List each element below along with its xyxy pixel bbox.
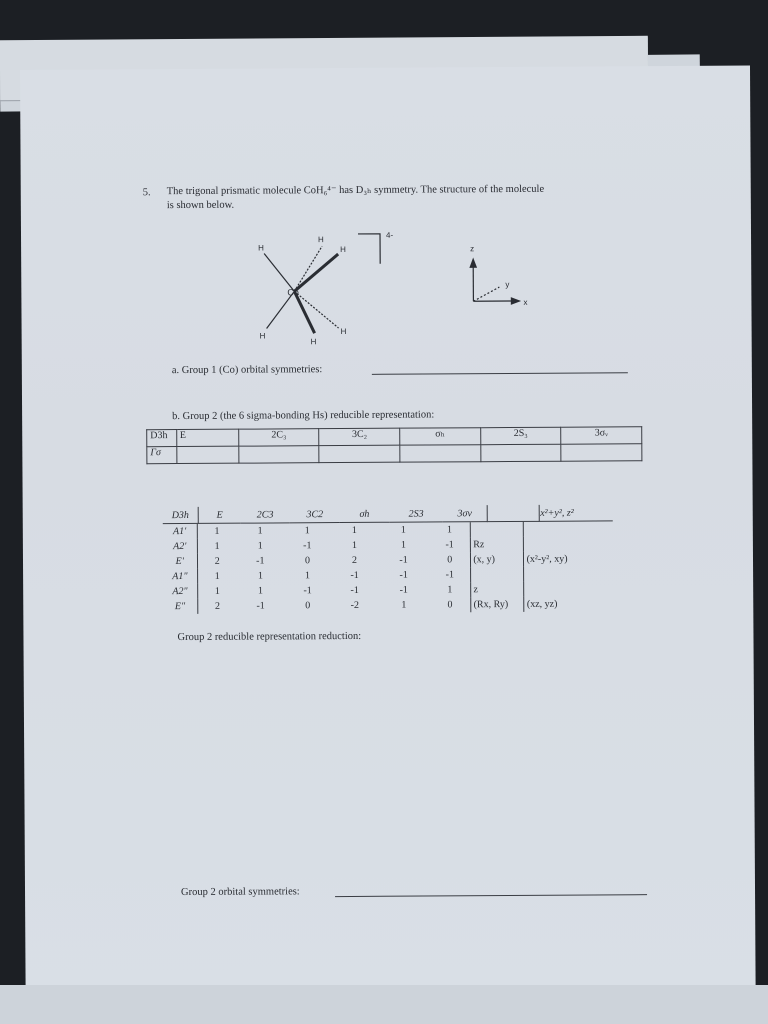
ct-row-label: E" (163, 599, 197, 614)
ct-cell: 1 (214, 585, 220, 597)
rep-answer-cell[interactable] (481, 444, 562, 461)
ct-cell: 2 (214, 600, 220, 612)
ct-cell: 1 (429, 582, 471, 597)
ct-cell: 0 (429, 552, 471, 567)
ct-cell: 1 (257, 525, 263, 537)
rep-header-cell: D3h (147, 430, 177, 447)
ct-cell: (xz, yz) (526, 598, 558, 610)
ct-cell: (Rx, Ry) (471, 597, 523, 612)
ct-header: D3h (163, 507, 199, 524)
ct-cell (523, 566, 613, 582)
ct-row-label: A1' (163, 524, 197, 539)
ct-cell: 1 (257, 540, 263, 552)
axes-diagram (461, 237, 541, 317)
rep-answer-cell[interactable] (561, 444, 642, 461)
ct-cell (523, 581, 613, 597)
ct-cell: 2 (351, 554, 358, 566)
ct-header: 3C2 (290, 506, 340, 523)
ct-cell: 0 (304, 555, 310, 567)
ct-cell: -1 (303, 540, 312, 552)
ct-header: x²+y², z² (540, 504, 613, 521)
ct-cell: 1 (400, 539, 407, 551)
ct-cell (471, 567, 523, 582)
rep-answer-cell[interactable] (400, 445, 481, 462)
ct-cell: -2 (350, 599, 359, 611)
ct-cell: 1 (400, 524, 406, 536)
h-atom-label: H (258, 243, 264, 253)
rep-header-cell: σₕ (400, 428, 481, 445)
ct-row-label: E' (163, 554, 197, 569)
ct-cell: 1 (304, 525, 310, 537)
ct-cell: (x, y) (471, 552, 523, 567)
ct-cell: 1 (351, 539, 357, 551)
ct-cell (523, 536, 613, 552)
ct-header (487, 505, 540, 522)
h-atom-label: H (340, 327, 347, 337)
ct-cell: 1 (214, 570, 220, 582)
ct-cell: z (471, 582, 523, 597)
ct-row-label: A2" (163, 584, 197, 599)
z-axis-label: z (470, 244, 475, 254)
ct-cell: 0 (429, 597, 471, 612)
ct-cell: -1 (350, 569, 359, 581)
molecule-structure-diagram (246, 228, 427, 349)
ct-cell: -1 (399, 584, 408, 596)
ct-header: 3σv (443, 505, 487, 522)
ct-cell: 0 (305, 600, 311, 612)
rep-answer-cell[interactable] (176, 446, 238, 463)
charge-label: 4- (385, 230, 394, 240)
ct-cell: (x²-y², xy) (526, 553, 568, 565)
orbital-symmetries-answer-line[interactable] (335, 894, 647, 897)
reducible-representation-table (146, 426, 642, 464)
part-a-answer-line[interactable] (372, 372, 628, 375)
rep-header-cell: 2S₃ (480, 427, 561, 444)
ct-row-label: A2' (163, 539, 197, 554)
paper-stack-bottom (0, 985, 768, 1024)
part-a-label: a. Group 1 (Co) orbital symmetries: (171, 364, 323, 377)
y-axis-label: y (505, 280, 510, 290)
ct-cell: -1 (429, 567, 471, 582)
h-atom-label: H (259, 331, 266, 341)
ct-cell: -1 (350, 584, 359, 596)
h-atom-label: H (340, 245, 346, 255)
ct-cell (523, 521, 613, 537)
ct-cell: 1 (257, 570, 263, 582)
reduction-label: Group 2 reducible representation reduction: (177, 630, 362, 644)
ct-header: E (198, 507, 240, 524)
rep-header-cell: 3C₂ (319, 428, 400, 445)
h-atom-label: H (318, 235, 324, 245)
ct-cell: 1 (214, 525, 220, 537)
x-axis-label: x (523, 297, 528, 307)
character-table-body (163, 521, 614, 614)
rep-row-label: Γσ (147, 447, 177, 464)
rep-header-cell: 2C₃ (239, 429, 320, 446)
rep-answer-cell[interactable] (239, 446, 320, 463)
rep-header-cell: 3σᵥ (561, 427, 642, 444)
ct-row-label: A1" (163, 569, 197, 584)
rep-header-cell: E (176, 429, 238, 446)
ct-cell: 1 (429, 522, 471, 537)
part-b-label: b. Group 2 (the 6 sigma-bonding Hs) reducible representation: (172, 409, 435, 423)
ct-cell: -1 (303, 585, 312, 597)
worksheet-page (20, 66, 756, 1020)
ct-cell: 1 (257, 585, 264, 597)
ct-cell: -1 (399, 569, 408, 581)
h-atom-label: H (310, 337, 317, 347)
ct-cell: 1 (214, 540, 220, 552)
ct-cell: -1 (399, 554, 408, 566)
ct-header: 2C3 (240, 506, 290, 523)
ct-cell: -1 (256, 600, 265, 612)
ct-cell: -1 (429, 537, 471, 552)
rep-answer-cell[interactable] (319, 445, 400, 462)
ct-cell: 1 (401, 599, 407, 611)
ct-cell: 2 (214, 555, 220, 567)
ct-cell: 1 (304, 570, 311, 582)
ct-cell (471, 522, 523, 537)
ct-header: σh (340, 506, 390, 523)
ct-cell: Rz (471, 537, 523, 552)
ct-cell: -1 (256, 555, 265, 567)
ct-cell: 1 (351, 524, 357, 536)
co-atom-label: Co (287, 287, 299, 298)
question-text-line1: The trigonal prismatic molecule CoH₆⁴⁻ has D₃ₕ symmetry. The structure of the molecule (166, 183, 545, 198)
question-number: 5. (142, 187, 151, 199)
question-text-line2: is shown below. (166, 199, 235, 212)
orbital-symmetries-label: Group 2 orbital symmetries: (180, 886, 300, 899)
ct-header: 2S3 (389, 505, 443, 522)
